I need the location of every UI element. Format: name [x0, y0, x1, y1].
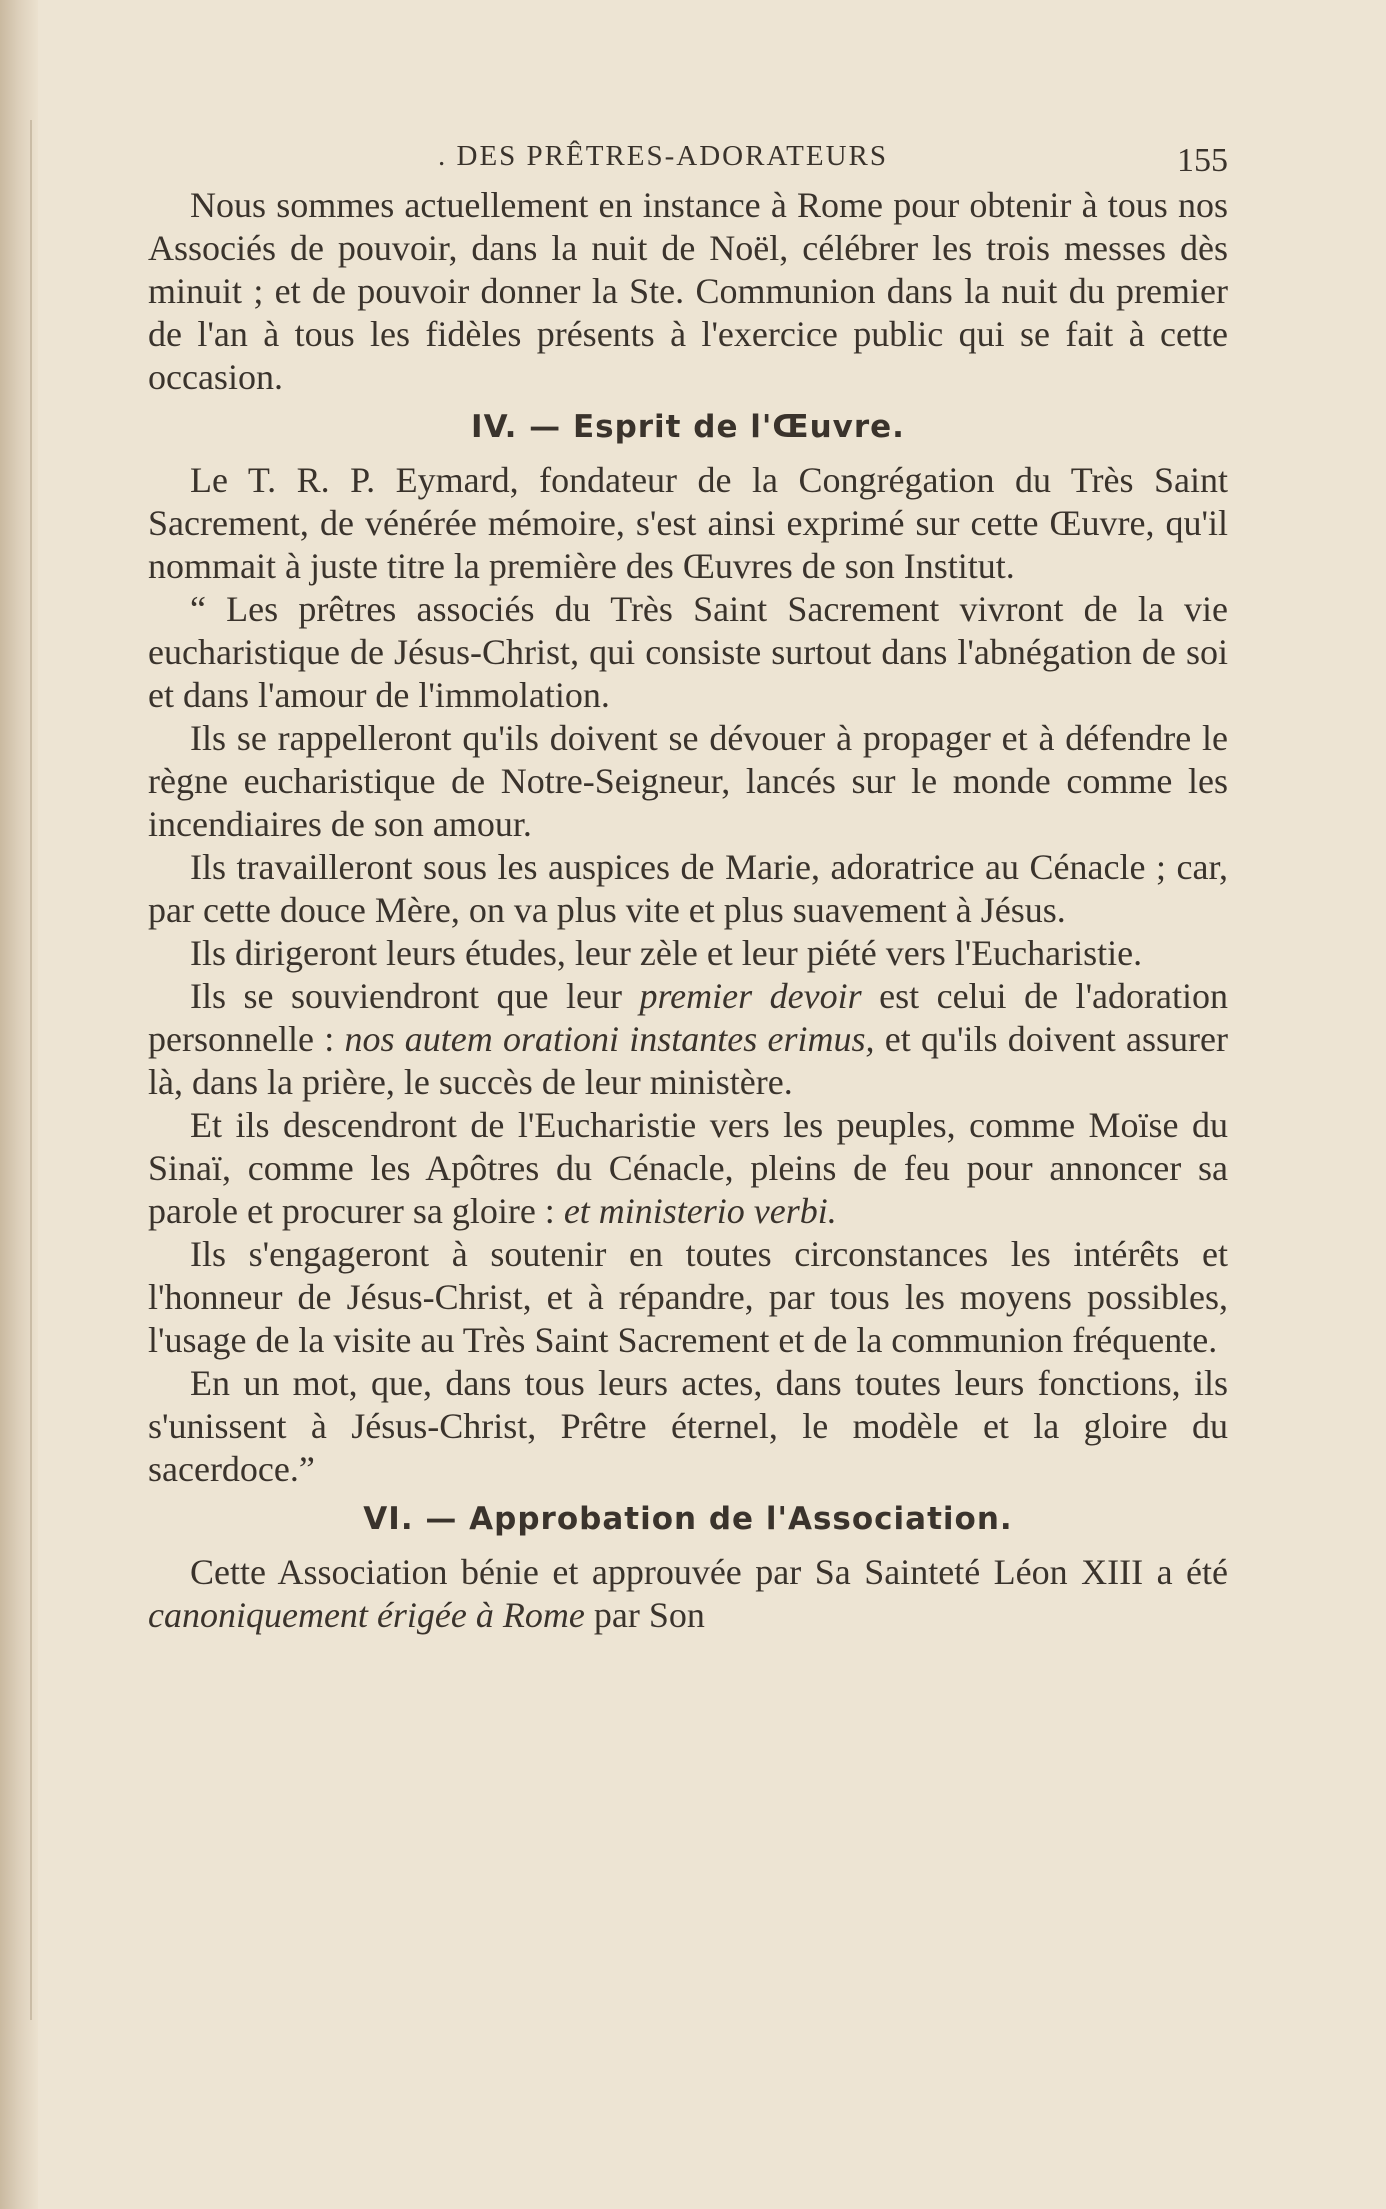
- paragraph: Ils dirigeront leurs études, leur zèle et leur piété vers l'Eucharistie.: [190, 933, 1143, 973]
- section-heading: VI. — Approbation de l'Association.: [363, 1501, 1013, 1537]
- body-text: [148, 184, 1228, 1637]
- binding-line: [30, 120, 32, 2020]
- text-run: par Son: [584, 1595, 705, 1635]
- text-run: est celui de l'adoration personnelle :: [148, 976, 1228, 1059]
- italic-phrase: nos autem orationi instantes erimus,: [344, 1019, 875, 1059]
- book-page: [148, 128, 1228, 1637]
- section-heading: IV. — Esprit de l'Œuvre.: [471, 409, 905, 445]
- text-run: Et ils descendront de l'Eucharistie vers les peuples, comme Moïse du Sinaï, comme les Apôtres du Cénacle, pleins de feu pour annoncer sa parole et procurer sa gloire :: [148, 1105, 1228, 1231]
- paragraph: Ils se rappelleront qu'ils doivent se dévouer à propager et à défendre le règne eucharistique de Notre-Seigneur, lancés sur le monde comme les incendiaires de son amour.: [148, 718, 1228, 844]
- text-run: Ils se souviendront que leur: [190, 976, 640, 1016]
- page-number: 155: [1177, 142, 1228, 179]
- text-run: et qu'ils doivent assurer là, dans la prière, le succès de leur ministère.: [148, 1019, 1228, 1102]
- paragraph: Nous sommes actuellement en instance à Rome pour obtenir à tous nos Associés de pouvoir, dans la nuit de Noël, célébrer les trois messes dès minuit ; et de pouvoir donner la Ste. Communion dans la nuit du premier de l'an à tous les fidèles présents à l'exercice public qui se fait à cette occasion.: [148, 185, 1228, 397]
- page-gutter-shadow: [0, 0, 38, 2209]
- paragraph: [148, 1104, 1228, 1233]
- italic-phrase: et ministerio verbi.: [563, 1191, 837, 1231]
- paragraph: [148, 1551, 1228, 1637]
- paragraph: Ils travailleront sous les auspices de Marie, adoratrice au Cénacle ; car, par cette douce Mère, on va plus vite et plus suavement à Jésus.: [148, 847, 1228, 930]
- running-head: [148, 128, 1228, 184]
- running-title: . DES PRÊTRES-ADORATEURS: [438, 140, 889, 172]
- italic-phrase: premier devoir: [639, 976, 862, 1016]
- paragraph: “ Les prêtres associés du Très Saint Sacrement vivront de la vie eucharistique de Jésus-Christ, qui consiste surtout dans l'abnégation de soi et dans l'amour de l'immolation.: [148, 589, 1228, 715]
- italic-phrase: canoniquement érigée à Rome: [148, 1595, 585, 1635]
- paragraph: Ils s'engageront à soutenir en toutes circonstances les intérêts et l'honneur de Jésus-Christ, et à répandre, par tous les moyens possibles, l'usage de la visite au Très Saint Sacrement et de la communion fréquente.: [148, 1234, 1228, 1360]
- paragraph: Le T. R. P. Eymard, fondateur de la Congrégation du Très Saint Sacrement, de vénérée mémoire, s'est ainsi exprimé sur cette Œuvre, qu'il nommait à juste titre la première des Œuvres de son Institut.: [148, 460, 1228, 586]
- paragraph: [148, 975, 1228, 1104]
- text-run: Cette Association bénie et approuvée par Sa Sainteté Léon XIII a été: [190, 1552, 1228, 1592]
- paragraph: En un mot, que, dans tous leurs actes, dans toutes leurs fonctions, ils s'unissent à Jésus-Christ, Prêtre éternel, le modèle et la gloire du sacerdoce.”: [148, 1363, 1228, 1489]
